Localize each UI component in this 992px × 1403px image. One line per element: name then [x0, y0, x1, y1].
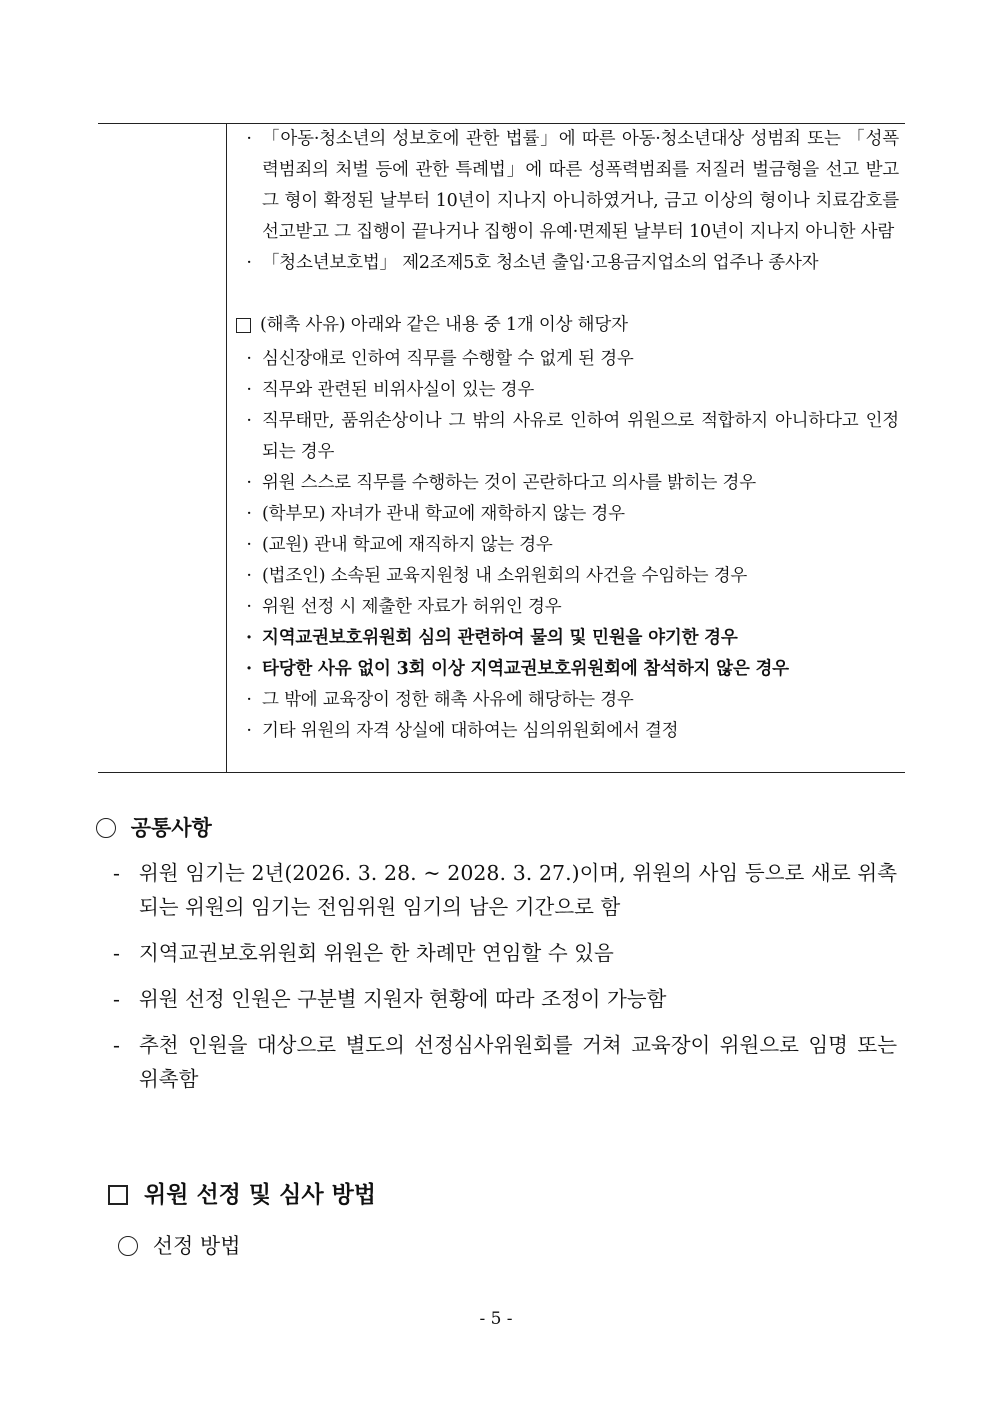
bullet: ·	[246, 349, 252, 369]
disqualify-item: 「청소년보호법」 제2조제5호 청소년 출입·고용금지업소의 업주나 종사자	[262, 253, 819, 273]
common-item: 지역교권보호위원회 위원은 한 차례만 연임할 수 있음	[139, 941, 614, 965]
bullet: ·	[246, 721, 252, 741]
dismissal-item: 직무와 관련된 비위사실이 있는 경우	[262, 380, 535, 400]
dismissal-item-bold: 지역교권보호위원회 심의 관련하여 물의 및 민원을 야기한 경우	[262, 628, 738, 648]
dismissal-item-bold: 타당한 사유 없이 3회 이상 지역교권보호위원회에 참석하지 않은 경우	[262, 659, 789, 679]
dismissal-item: 그 밖에 교육장이 정한 해촉 사유에 해당하는 경우	[262, 690, 634, 710]
circle-icon	[118, 1236, 138, 1256]
dismissal-item: 직무태만, 품위손상이나 그 밖의 사유로 인하여 위원으로 적합하지 아니하다고 인정되는 경우	[262, 411, 899, 462]
dismissal-item: 위원 선정 시 제출한 자료가 허위인 경우	[262, 597, 562, 617]
list-item	[236, 561, 899, 592]
list-item	[236, 530, 899, 561]
bullet: ·	[246, 690, 252, 710]
common-item: 추천 인원을 대상으로 별도의 선정심사위원회를 거쳐 교육장이 위원으로 임명 또는 위촉함	[139, 1033, 897, 1091]
bullet: ·	[246, 253, 252, 273]
common-item: 위원 선정 인원은 구분별 지원자 현황에 따라 조정이 가능함	[139, 987, 667, 1011]
list-item	[236, 124, 899, 248]
list-item	[113, 1028, 897, 1096]
list-item	[236, 685, 899, 716]
dash: -	[113, 987, 120, 1011]
list-item	[113, 982, 897, 1016]
list-item	[236, 592, 899, 623]
section-heading	[108, 1176, 376, 1209]
list-item	[236, 499, 899, 530]
subsection-heading	[118, 1230, 241, 1260]
list-item	[236, 344, 899, 375]
list-item	[236, 623, 899, 654]
section-title: 위원 선정 및 심사 방법	[144, 1181, 377, 1208]
subsection-title: 선정 방법	[152, 1234, 241, 1258]
dash: -	[113, 861, 120, 885]
dismissal-item: (교원) 관내 학교에 재직하지 않는 경우	[262, 535, 553, 555]
common-title: 공통사항	[130, 815, 212, 840]
bullet: ·	[246, 411, 252, 431]
dismissal-item: (학부모) 자녀가 관내 학교에 재학하지 않는 경우	[262, 504, 625, 524]
bullet: ·	[246, 535, 252, 555]
list-item	[236, 654, 899, 685]
list-item	[113, 936, 897, 970]
list-item	[236, 716, 899, 747]
list-item	[236, 248, 899, 279]
table-divider	[226, 124, 227, 772]
list-item	[113, 856, 897, 924]
bullet: ·	[246, 597, 252, 617]
common-heading	[96, 812, 212, 842]
bullet: ·	[246, 473, 252, 493]
dismissal-header	[236, 310, 899, 344]
checkbox-square-icon	[236, 318, 251, 333]
bullet: ·	[246, 659, 252, 679]
bullet: ·	[246, 566, 252, 586]
square-icon	[108, 1185, 128, 1205]
dismissal-item: 심신장애로 인하여 직무를 수행할 수 없게 된 경우	[262, 349, 634, 369]
dismissal-item: 기타 위원의 자격 상실에 대하여는 심의위원회에서 결정	[262, 721, 679, 741]
dash: -	[113, 941, 120, 965]
bullet: ·	[246, 504, 252, 524]
list-item	[236, 406, 899, 468]
criteria-table	[98, 123, 905, 773]
dismissal-item: (법조인) 소속된 교육지원청 내 소위원회의 사건을 수임하는 경우	[262, 566, 748, 586]
dismissal-header-text: (해촉 사유) 아래와 같은 내용 중 1개 이상 해당자	[260, 315, 628, 335]
common-list	[113, 856, 897, 1108]
bullet: ·	[246, 628, 252, 648]
table-content-cell	[236, 124, 899, 747]
dash: -	[113, 1033, 120, 1057]
list-item	[236, 375, 899, 406]
disqualify-item: 「아동·청소년의 성보호에 관한 법률」에 따른 아동·청소년대상 성범죄 또는 「성폭력범죄의 처벌 등에 관한 특례법」에 따른 성폭력범죄를 저질러 벌금형을 선고 받고 그 형이 확정된 날부터 10년이 지나지 아니하였거나, 금고 이상의 형이나 치료감호를 선고받고 그 집행이 끝나거나 집행이 유예·면제된 날부터 10년이 지나지 아니한 사람	[262, 129, 899, 242]
bullet: ·	[246, 380, 252, 400]
page-number: - 5 -	[479, 1309, 513, 1329]
dismissal-item: 위원 스스로 직무를 수행하는 것이 곤란하다고 의사를 밝히는 경우	[262, 473, 756, 493]
circle-icon	[96, 818, 116, 838]
common-item: 위원 임기는 2년(2026. 3. 28. ~ 2028. 3. 27.)이며, 위원의 사임 등으로 새로 위촉되는 위원의 임기는 전임위원 임기의 남은 기간으로 함	[139, 861, 897, 919]
bullet: ·	[246, 129, 252, 149]
list-item	[236, 468, 899, 499]
